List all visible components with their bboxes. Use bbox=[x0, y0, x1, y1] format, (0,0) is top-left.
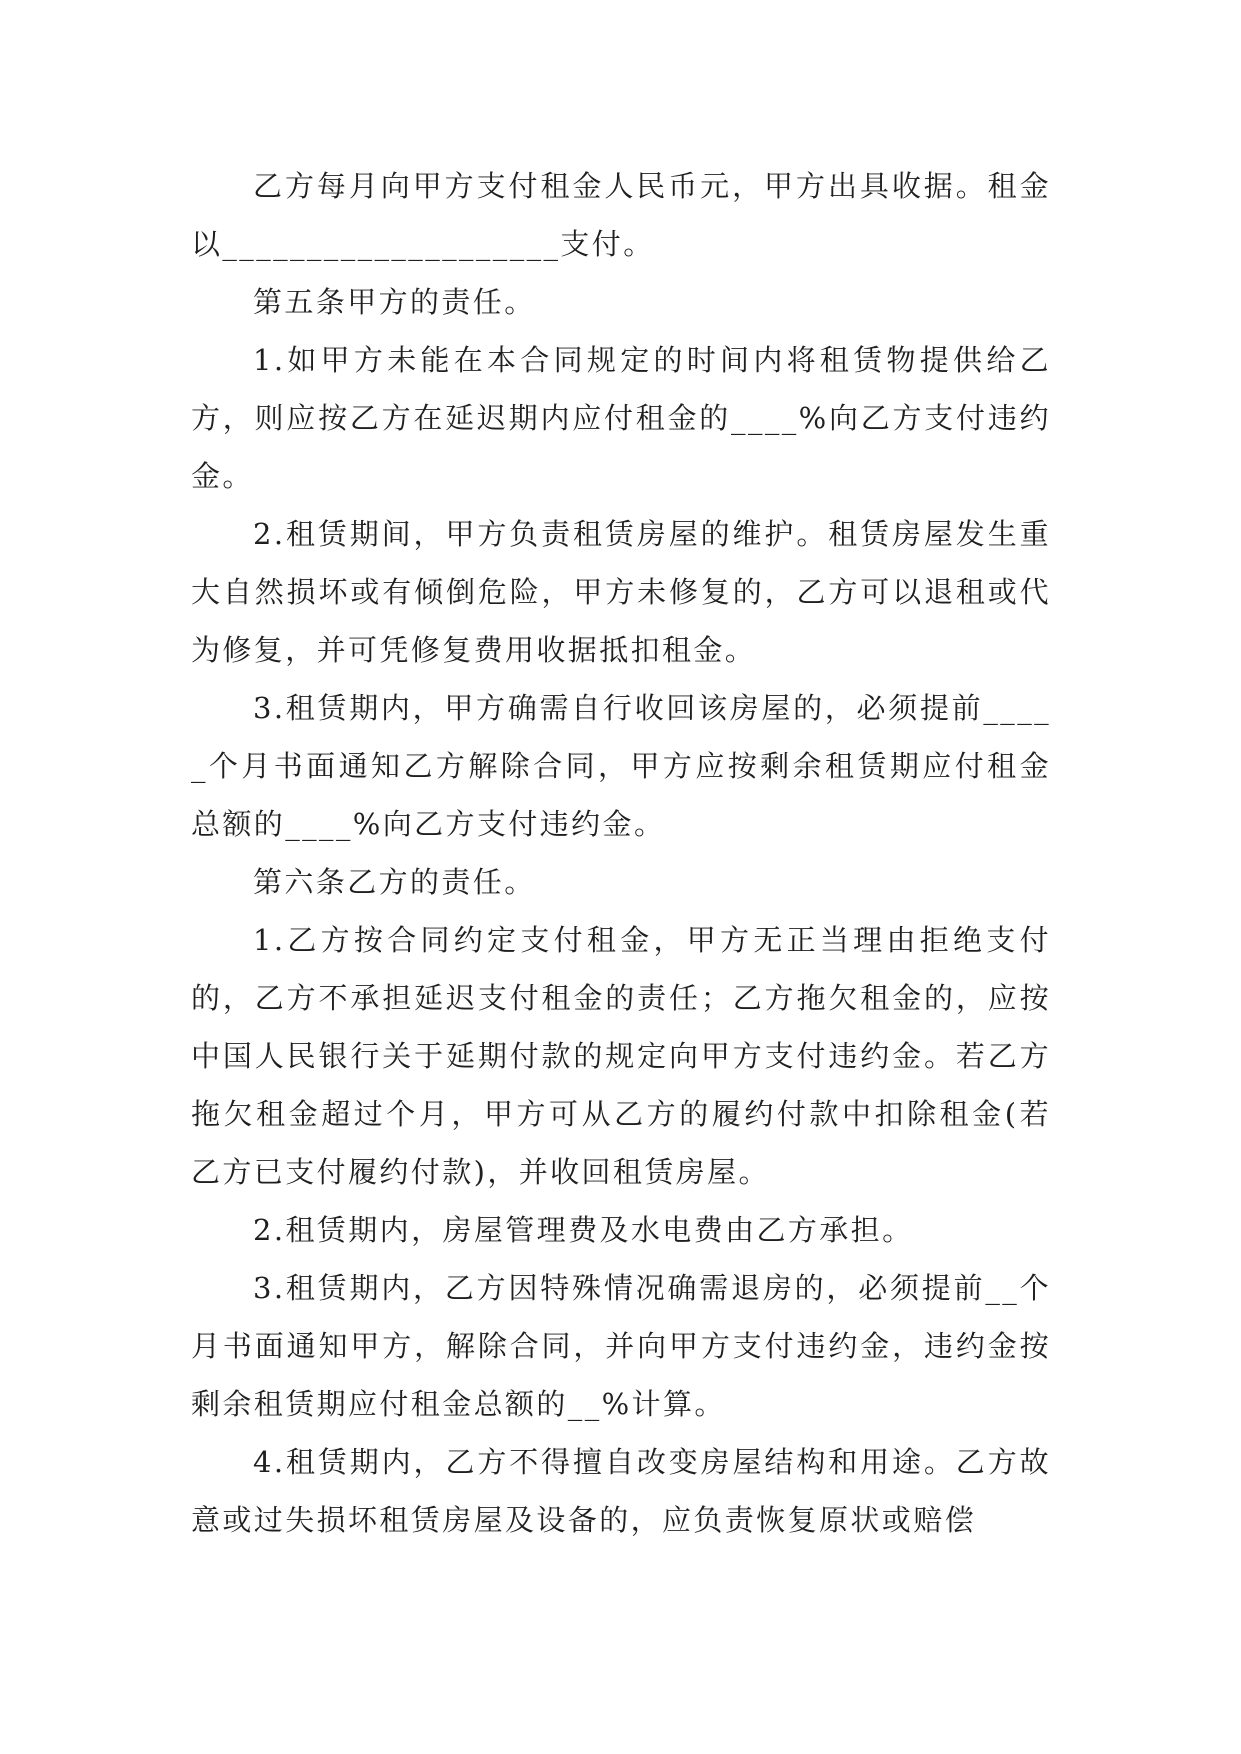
paragraph-6-2: 2.租赁期内，房屋管理费及水电费由乙方承担。 bbox=[253, 1213, 914, 1247]
paragraph-rent-payment: 乙方每月向甲方支付租金人民币元，甲方出具收据。租金以____________________支付。 bbox=[191, 169, 1051, 261]
paragraph-5-1: 1.如甲方未能在本合同规定的时间内将租赁物提供给乙方，则应按乙方在延迟期内应付租金的____%向乙方支付违约金。 bbox=[191, 343, 1051, 493]
heading-article-6: 第六条乙方的责任。 bbox=[253, 865, 536, 899]
heading-article-5: 第五条甲方的责任。 bbox=[253, 285, 536, 319]
paragraph-6-4: 4.租赁期内，乙方不得擅自改变房屋结构和用途。乙方故意或过失损坏租赁房屋及设备的，应负责恢复原状或赔偿 bbox=[191, 1445, 1051, 1537]
paragraph-6-1: 1.乙方按合同约定支付租金，甲方无正当理由拒绝支付的，乙方不承担延迟支付租金的责任；乙方拖欠租金的，应按中国人民银行关于延期付款的规定向甲方支付违约金。若乙方拖欠租金超过个月，甲方可从乙方的履约付款中扣除租金(若乙方已支付履约付款)，并收回租赁房屋。 bbox=[191, 923, 1051, 1189]
contract-body bbox=[191, 157, 1051, 1549]
paragraph-5-3: 3.租赁期内，甲方确需自行收回该房屋的，必须提前_____个月书面通知乙方解除合同，甲方应按剩余租赁期应付租金总额的____%向乙方支付违约金。 bbox=[191, 691, 1051, 841]
paragraph-6-3: 3.租赁期内，乙方因特殊情况确需退房的，必须提前__个月书面通知甲方，解除合同，并向甲方支付违约金，违约金按剩余租赁期应付租金总额的__%计算。 bbox=[191, 1271, 1051, 1421]
paragraph-5-2: 2.租赁期间，甲方负责租赁房屋的维护。租赁房屋发生重大自然损坏或有倾倒危险，甲方未修复的，乙方可以退租或代为修复，并可凭修复费用收据抵扣租金。 bbox=[191, 517, 1051, 667]
